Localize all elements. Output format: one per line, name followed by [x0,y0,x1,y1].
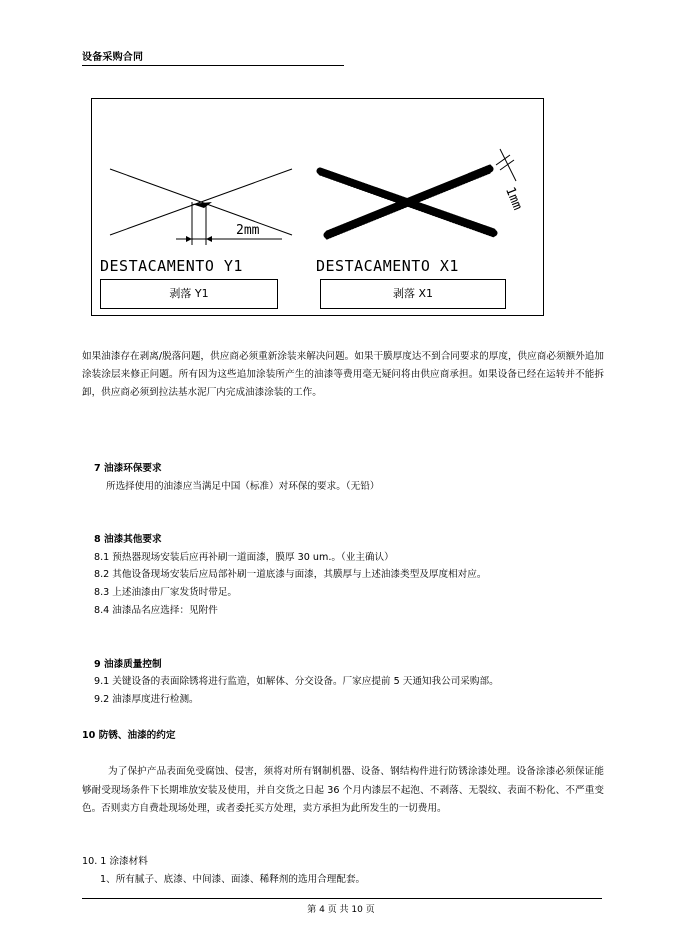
footer-rule [82,898,602,899]
section9-item: 9.2 油漆厚度进行检测。 [94,694,199,705]
dim-2mm-label: 2mm [236,223,260,238]
section8-item: 8.2 其他设备现场安装后应局部补刷一道底漆与面漆，其膜厚与上述油漆类型及厚度相对应。 [94,569,487,580]
document-header: 设备采购合同 [82,48,344,66]
y1-dim-arrow-a [186,236,192,242]
x1-dim-leader [500,149,516,181]
section8-heading: 8 油漆其他要求 [94,534,162,545]
section7-heading: 7 油漆环保要求 [94,463,162,474]
section9-item: 9.1 关键设备的表面除锈将进行监造，如解体、分交设备。厂家应提前 5 天通知我公司采购部。 [94,676,499,687]
section8-item: 8.3 上述油漆由厂家发货时带足。 [94,587,238,598]
destacamento-y1-label: DESTACAMENTO Y1 [100,257,243,275]
page-number: 第 4 页 共 10 页 [307,905,375,915]
x1-cross [320,166,494,238]
peel-y1-box: 剥落 Y1 [100,279,278,309]
peeling-diagram [91,98,544,316]
section9-heading: 9 油漆质量控制 [94,659,162,670]
section8-item: 8.4 油漆品名应选择：见附件 [94,605,218,616]
x1-dim-a [496,155,510,165]
section10-1-heading: 10. 1 涂漆材料 [82,856,148,867]
destacamento-x1-label: DESTACAMENTO X1 [316,257,459,275]
dim-1mm-label: 1mm [502,185,525,213]
section10-1-item: 1、所有腻子、底漆、中间漆、面漆、稀释剂的选用合理配套。 [100,874,366,885]
peel-x1-box: 剥落 X1 [320,279,506,309]
section8-item: 8.1 预热器现场安装后应再补刷一道面漆，膜厚 30 um.。（业主确认） [94,552,394,563]
x1-dim-b [500,160,514,170]
section10-paragraph: 为了保护产品表面免受腐蚀、侵害，须将对所有钢制机器、设备、钢结构件进行防锈涂漆处理。设备涂漆必须保证能够耐受现场条件下长期堆放安装及使用，并自交货之日起 36 个月内漆层不起泡、不剥落、无裂纹、表面不粉化、不严重变色。否则卖方自费赴现场处理，或者委托买方处理，卖方承担为此所发生的一切费用。 [82,766,604,814]
intro-paragraph: 如果油漆存在剥离/脱落问题，供应商必须重新涂装来解决问题。如果干膜厚度达不到合同要求的厚度，供应商必须额外追加涂装涂层来修正问题。所有因为这些追加涂装所产生的油漆等费用毫无疑问将由供应商承担。如果设备已经在运转并不能拆卸，供应商必须到拉法基水泥厂内完成油漆涂装的工作。 [82,351,604,398]
section7-body: 所选择使用的油漆应当满足中国（标准）对环保的要求。（无铅） [106,481,380,492]
section10-heading: 10 防锈、油漆的约定 [82,730,176,741]
